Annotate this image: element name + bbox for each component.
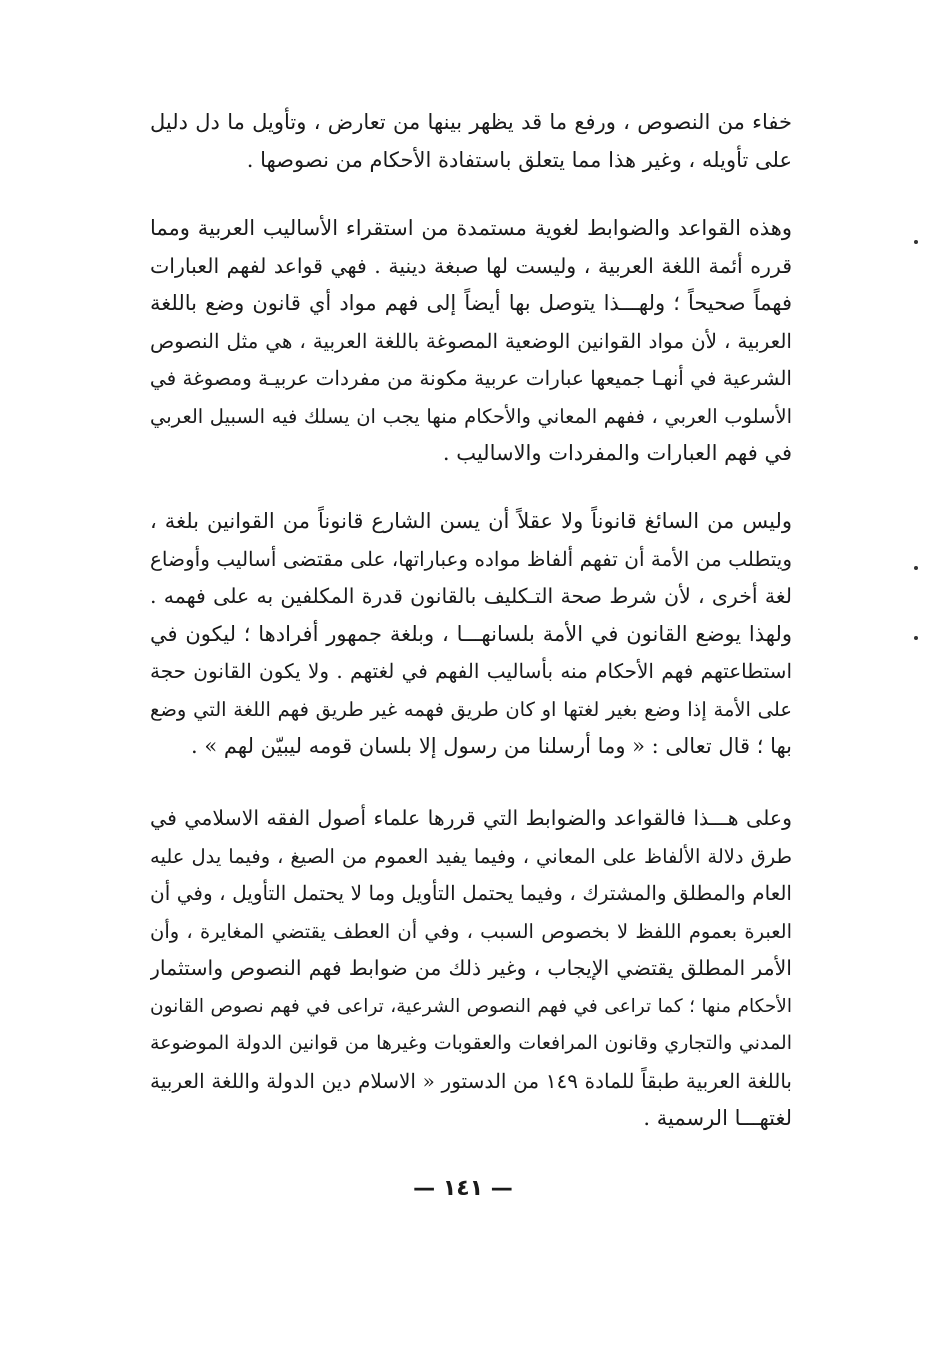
text-line: وهذه القواعد والضوابط لغوية مستمدة من استقراء الأساليب العربية ومما (150, 216, 792, 240)
page-number: — ١٤١ — (413, 1176, 513, 1201)
text-line: العربية ، لأن مواد القوانين الوضعية المصوغة باللغة العربية ، هي مثل النصوص (150, 328, 792, 353)
paragraph-4 (150, 800, 792, 1138)
scan-speck (914, 636, 918, 640)
scan-speck (914, 240, 918, 244)
text-line: باللغة العربية طبقاً للمادة ١٤٩ من الدستور « الاسلام دين الدولة واللغة العربية (150, 1068, 792, 1093)
text-line: ولهذا يوضع القانون في الأمة بلسانهـــا ، وبلغة جمهور أفرادها ؛ ليكون في (150, 621, 792, 646)
text-line: وليس من السائغ قانوناً ولا عقلاً أن يسن الشارع قانوناً من القوانين بلغة ، (150, 509, 792, 533)
text-line: خفاء من النصوص ، ورفع ما قد يظهر بينها من تعارض ، وتأويل ما دل دليل (150, 110, 792, 134)
text-line: في فهم العبارات والمفردات والاساليب . (442, 441, 792, 465)
paragraph-3 (150, 503, 792, 766)
text-line: العام والمطلق والمشترك ، وفيما يحتمل التأويل وما لا يحتمل التأويل ، وفي أن (150, 881, 792, 905)
text-line: الأمر المطلق يقتضي الإيجاب ، وغير ذلك من ضوابط فهم النصوص واستثمار (150, 956, 792, 980)
text-line: الشرعية في أنهـا جميعها عبارات عربية مكونة من مفردات عربيـة ومصوغة في (150, 366, 792, 390)
text-line: الأحكام منها ؛ كما تراعى في فهم النصوص الشرعية، تراعى في فهم نصوص القانون (150, 995, 792, 1017)
text-line: بها ؛ قال تعالى : « وما أرسلنا من رسول إلا بلسان قومه ليبيّن لهم » . (191, 734, 792, 758)
text-line: الأسلوب العربي ، ففهم المعاني والأحكام منها يجب ان يسلك فيه السبيل العربي (150, 404, 792, 428)
paragraph-1 (150, 104, 792, 179)
text-line: على تأويله ، وغير هذا مما يتعلق باستفادة الأحكام من نصوصها . (246, 147, 792, 172)
text-line: العبرة بعموم اللفظ لا بخصوص السبب ، وفي أن العطف يقتضي المغايرة ، وأن (150, 919, 792, 943)
text-line: المدني والتجاري وقانون المرافعات والعقوبات وغيرها من قوانين الدولة الموضوعة (150, 1032, 792, 1054)
text-line: لغة أخرى ، لأن شرط صحة التـكليف بالقانون قدرة المكلفين به على فهمه . (150, 584, 792, 608)
paragraph-2 (150, 210, 792, 473)
text-line: استطاعتهم فهم الأحكام منه بأساليب الفهم في لغتهم . ولا يكون القانون حجة (150, 659, 792, 683)
text-line: على الأمة إذا وضع بغير لغتها او كان طريق فهمه غير طريق فهم اللغة التي وضع (150, 697, 792, 721)
text-line: فهماً صحيحاً ؛ ولهـــذا يتوصل بها أيضاً إلى فهم مواد أي قانون وضع باللغة (150, 291, 792, 315)
text-line: لغتهـــا الرسمية . (643, 1106, 792, 1130)
scan-speck (914, 566, 918, 570)
text-line: قرره أئمة اللغة العربية ، وليست لها صبغة دينية . فهي قواعد لفهم العبارات (150, 253, 792, 278)
text-line: طرق دلالة الألفاظ على المعاني ، وفيما يفيد العموم من الصيغ ، وفيما يدل عليه (150, 844, 792, 868)
text-line: ويتطلب من الأمة أن تفهم ألفاظ مواده وعباراتها، على مقتضى أساليب وأوضاع (150, 546, 792, 571)
text-line: وعلى هـــذا فالقواعد والضوابط التي قررها علماء أصول الفقه الاسلامي في (150, 806, 792, 830)
